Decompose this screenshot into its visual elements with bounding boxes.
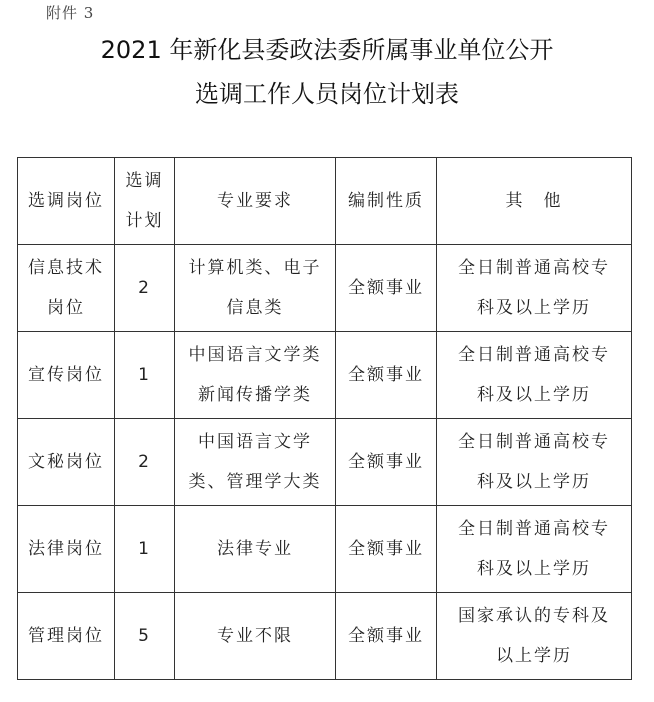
cell-major: 专业不限 (175, 593, 336, 680)
cell-major: 计算机类、电子信息类 (175, 245, 336, 332)
cell-staffing: 全额事业 (336, 245, 437, 332)
cell-staffing: 全额事业 (336, 419, 437, 506)
cell-other: 全日制普通高校专科及以上学历 (437, 332, 632, 419)
header-position: 选调岗位 (18, 158, 115, 245)
cell-position: 法律岗位 (18, 506, 115, 593)
position-plan-table (17, 157, 632, 680)
cell-plan: 1 (115, 506, 175, 593)
cell-position: 宣传岗位 (18, 332, 115, 419)
attachment-label: 附件 3 (46, 4, 95, 22)
table-header-row (18, 158, 632, 245)
cell-other: 全日制普通高校专科及以上学历 (437, 419, 632, 506)
cell-position: 文秘岗位 (18, 419, 115, 506)
cell-major: 中国语言文学类新闻传播学类 (175, 332, 336, 419)
cell-major: 中国语言文学类、管理学大类 (175, 419, 336, 506)
cell-position: 管理岗位 (18, 593, 115, 680)
cell-plan: 1 (115, 332, 175, 419)
cell-plan: 5 (115, 593, 175, 680)
cell-position: 信息技术岗位 (18, 245, 115, 332)
table-row (18, 245, 632, 332)
cell-staffing: 全额事业 (336, 506, 437, 593)
table-row (18, 332, 632, 419)
header-plan: 选调计划 (115, 158, 175, 245)
table-row (18, 506, 632, 593)
header-major: 专业要求 (175, 158, 336, 245)
cell-plan: 2 (115, 419, 175, 506)
document-title-line-1: 2021 年新化县委政法委所属事业单位公开 (100, 36, 554, 64)
cell-plan: 2 (115, 245, 175, 332)
cell-staffing: 全额事业 (336, 332, 437, 419)
table-row (18, 419, 632, 506)
header-other: 其 他 (437, 158, 632, 245)
cell-other: 全日制普通高校专科及以上学历 (437, 506, 632, 593)
cell-staffing: 全额事业 (336, 593, 437, 680)
cell-other: 国家承认的专科及以上学历 (437, 593, 632, 680)
cell-major: 法律专业 (175, 506, 336, 593)
table-row (18, 593, 632, 680)
header-staffing: 编制性质 (336, 158, 437, 245)
cell-other: 全日制普通高校专科及以上学历 (437, 245, 632, 332)
document-title-line-2: 选调工作人员岗位计划表 (195, 80, 459, 108)
